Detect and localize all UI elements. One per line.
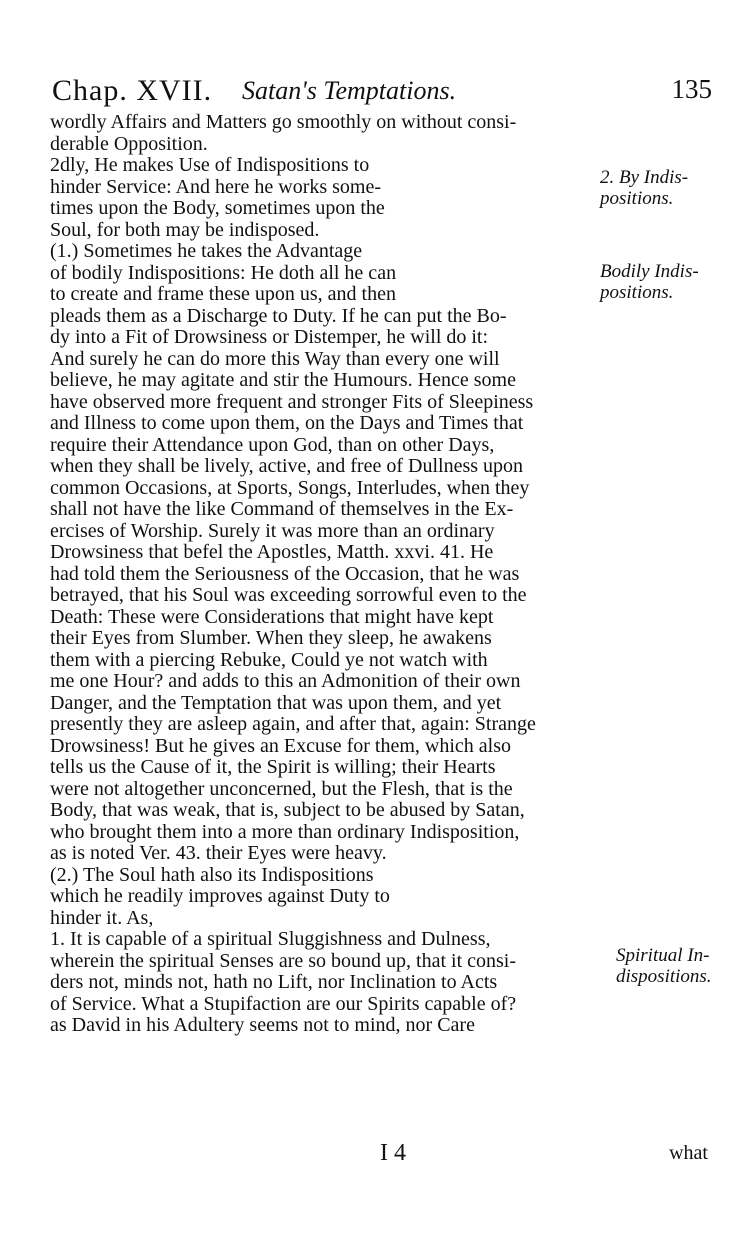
text-line: believe, he may agitate and stir the Humours. Hence some bbox=[50, 369, 516, 391]
text-line: ders not, minds not, hath no Lift, nor Inclination to Acts bbox=[50, 971, 498, 993]
text-line: presently they are asleep again, and after that, again: Strange bbox=[50, 713, 536, 735]
text-line: to create and frame these upon us, and then bbox=[50, 283, 396, 305]
text-line: them with a piercing Rebuke, Could ye not watch with bbox=[50, 648, 488, 671]
text-line: Drowsiness that befel the Apostles, Matth. xxvi. 41. He bbox=[50, 541, 494, 563]
text-line: me one Hour? and adds to this an Admonition of their own bbox=[50, 670, 521, 692]
text-line: (1.) Sometimes he takes the Advantage bbox=[50, 240, 363, 262]
text-line: times upon the Body, sometimes upon the bbox=[50, 197, 385, 219]
text-line: tells us the Cause of it, the Spirit is willing; their Hearts bbox=[50, 756, 496, 778]
text-line: dy into a Fit of Drowsiness or Distemper, he will do it: bbox=[50, 326, 489, 348]
text-line: Death: These were Considerations that might have kept bbox=[50, 605, 494, 628]
text-line: common Occasions, at Sports, Songs, Interludes, when they bbox=[50, 476, 530, 499]
text-line: have observed more frequent and stronger Fits of Sleepiness bbox=[50, 390, 534, 413]
text-line: as is noted Ver. 43. their Eyes were heavy. bbox=[50, 842, 387, 864]
signature-mark: I 4 bbox=[380, 1140, 406, 1166]
page-number: 135 bbox=[671, 74, 712, 104]
text-line: Drowsiness! But he gives an Excuse for them, which also bbox=[50, 734, 512, 757]
chapter-heading: Chap. XVII. bbox=[52, 74, 213, 107]
running-header bbox=[52, 74, 712, 114]
text-line: pleads them as a Discharge to Duty. If he can put the Bo- bbox=[50, 304, 507, 327]
text-line: betrayed, that his Soul was exceeding sorrowful even to the bbox=[50, 584, 527, 606]
text-line: And surely he can do more this Way than every one will bbox=[50, 347, 500, 370]
text-line: were not altogether unconcerned, but the Flesh, that is the bbox=[50, 777, 513, 800]
text-line: ercises of Worship. Surely it was more than an ordinary bbox=[50, 519, 495, 542]
text-line: 1. It is capable of a spiritual Sluggishness and Dulness, bbox=[50, 928, 491, 950]
text-line: hinder Service: And here he works some- bbox=[50, 175, 382, 198]
text-line: shall not have the like Command of themselves in the Ex- bbox=[50, 498, 514, 520]
text-line: derable Opposition. bbox=[50, 132, 208, 155]
text-line: Body, that was weak, that is, subject to be abused by Satan, bbox=[50, 799, 525, 821]
text-line: wordly Affairs and Matters go smoothly on without consi- bbox=[50, 111, 517, 133]
main-text bbox=[50, 112, 710, 1037]
text-line: require their Attendance upon God, than on other Days, bbox=[50, 433, 495, 456]
text-line: hinder it. As, bbox=[50, 906, 154, 929]
text-line: of bodily Indispositions: He doth all he can bbox=[50, 261, 397, 284]
margin-note: Bodily Indis- positions. bbox=[600, 261, 699, 303]
margin-note: 2. By Indis- positions. bbox=[600, 167, 689, 209]
text-line: of Service. What a Stupifaction are our Spirits capable of? bbox=[50, 992, 517, 1015]
running-title: Satan's Temptations. bbox=[242, 76, 457, 105]
text-line: and Illness to come upon them, on the Days and Times that bbox=[50, 412, 524, 434]
catchword: what bbox=[669, 1142, 708, 1164]
text-line: wherein the spiritual Senses are so bound up, that it consi- bbox=[50, 949, 517, 972]
text-line: when they shall be lively, active, and free of Dullness upon bbox=[50, 455, 524, 477]
text-line: Soul, for both may be indisposed. bbox=[50, 218, 320, 241]
text-line: which he readily improves against Duty to bbox=[50, 885, 390, 907]
text-line: 2dly, He makes Use of Indispositions to bbox=[50, 154, 370, 176]
text-line: their Eyes from Slumber. When they sleep, he awakens bbox=[50, 627, 492, 649]
text-line: as David in his Adultery seems not to mind, nor Care bbox=[50, 1014, 475, 1036]
margin-note: Spiritual In- dispositions. bbox=[616, 945, 712, 987]
text-line: Danger, and the Temptation that was upon them, and yet bbox=[50, 691, 502, 714]
text-line: had told them the Seriousness of the Occasion, that he was bbox=[50, 562, 520, 585]
text-line: (2.) The Soul hath also its Indispositions bbox=[50, 863, 374, 886]
text-line: who brought them into a more than ordinary Indisposition, bbox=[50, 820, 520, 843]
